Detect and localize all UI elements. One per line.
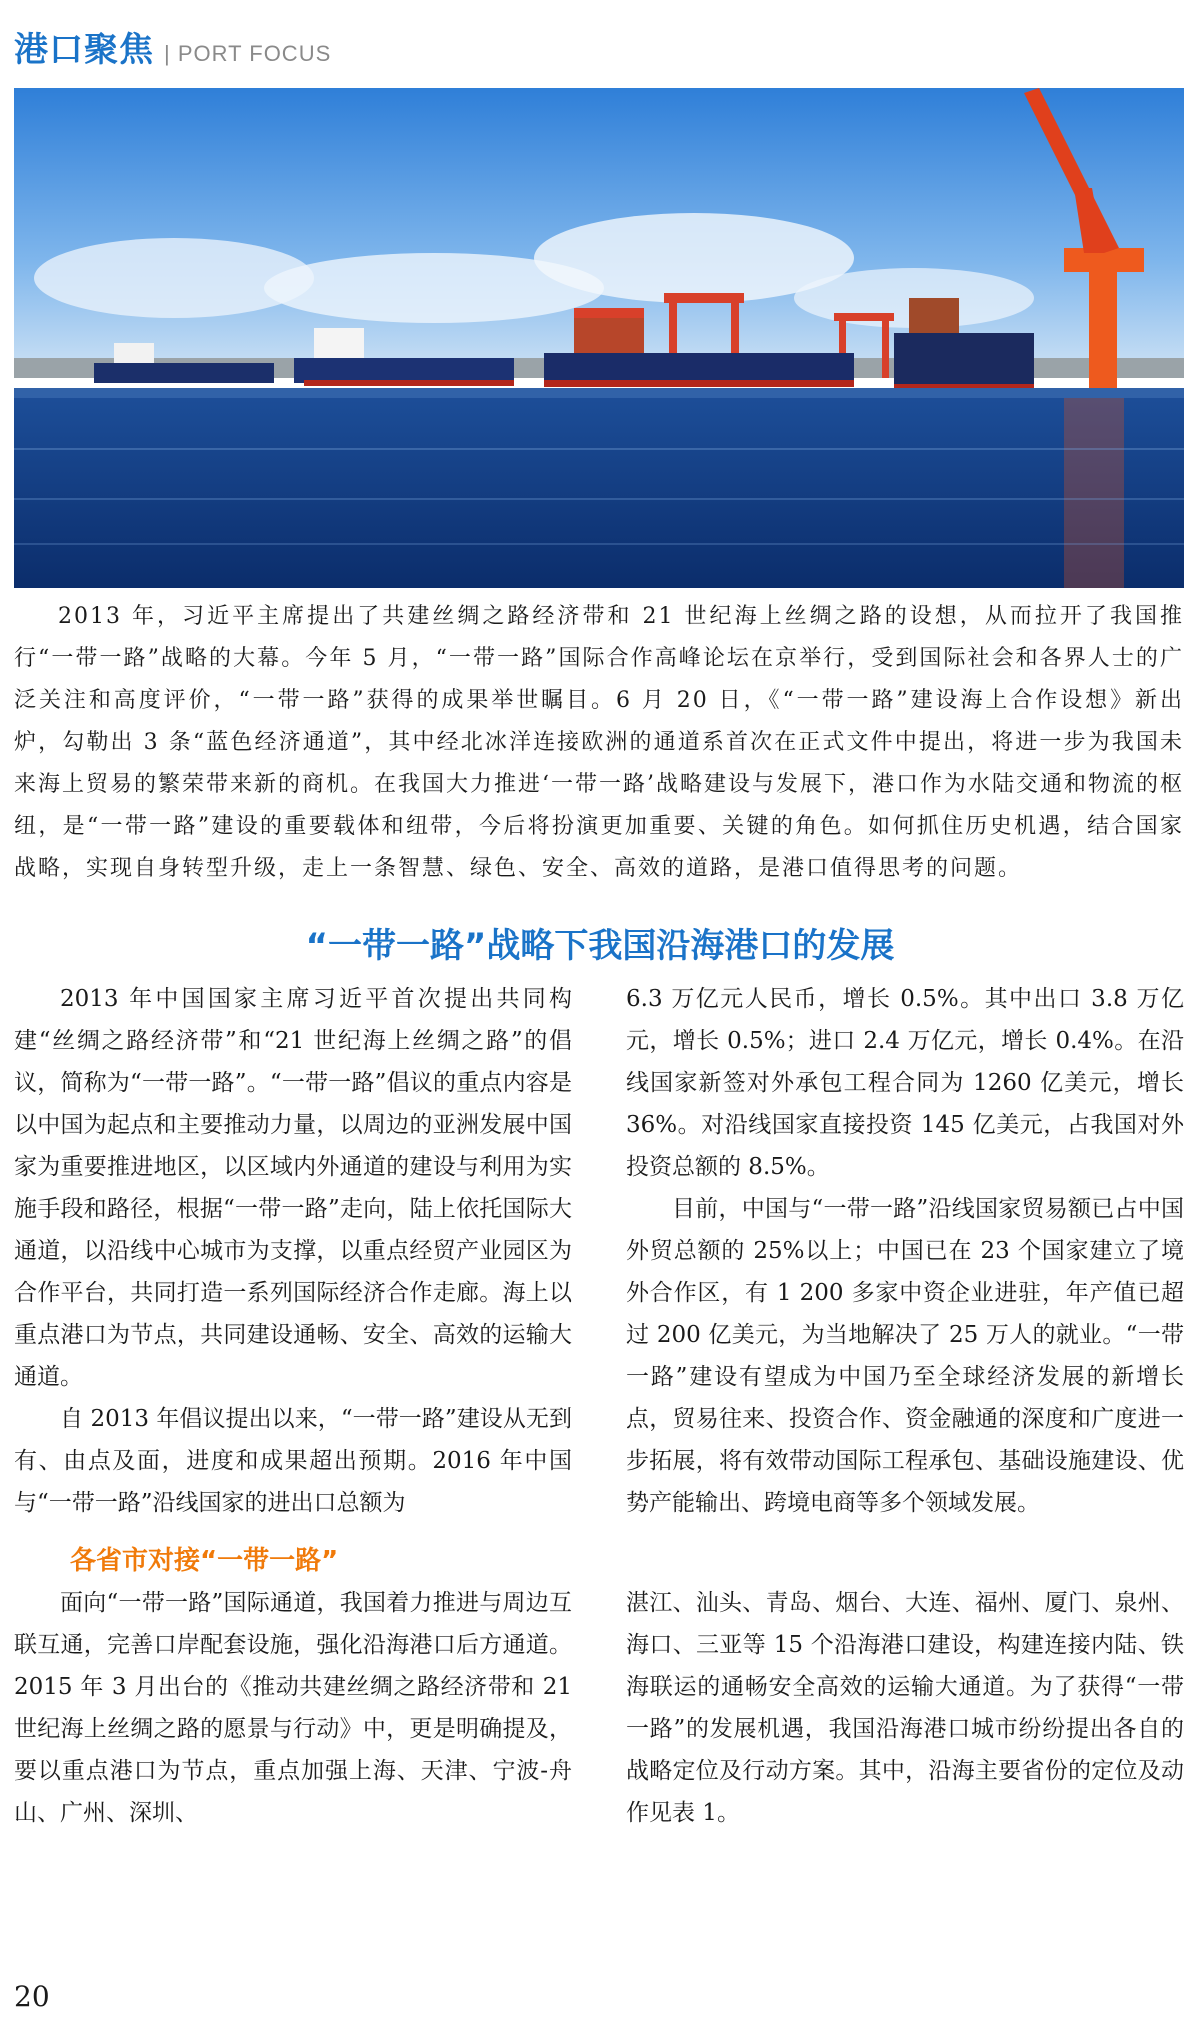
paragraph-current-status: 目前，中国与“一带一路”沿线国家贸易额已占中国外贸总额的 25%以上；中国已在 23 个国家建立了境外合作区，有 1 200 多家中资企业进驻，年产值已超过 200 亿美元，为当地解决了 25 万人的就业。“一带一路”建设有望成为中国乃至全球经济发展的新增长点，贸易往来、投资合作、资金融通的深度和广度进一步拓展，将有效带动国际工程承包、基础设施建设、优势产能输出、跨境电商等多个领域发展。 bbox=[626, 1196, 1184, 1516]
page-header bbox=[14, 22, 332, 70]
article-title: “一带一路”战略下我国沿海港口的发展 bbox=[305, 926, 895, 966]
paragraph-origin: 2013 年中国国家主席习近平首次提出共同构建“丝绸之路经济带”和“21 世纪海上丝绸之路”的倡议，简称为“一带一路”。“一带一路”倡议的重点内容是以中国为起点和主要推动力量，以周边的亚洲发展中国家为重要推进地区，以区域内外通道的建设与利用为实施手段和路径，根据“一带一路”走向，陆上依托国际大通道，以沿线中心城市为支撑，以重点经贸产业园区为合作平台，共同打造一系列国际经济合作走廊。海上以重点港口为节点，共同建设通畅、安全、高效的运输大通道。 bbox=[14, 986, 572, 1390]
right-column-bottom bbox=[626, 1582, 1184, 1834]
paragraph-trade-figures: 6.3 万亿元人民币，增长 0.5%。其中出口 3.8 万亿元，增长 0.5%；进口 2.4 万亿元，增长 0.4%。在沿线国家新签对外承包工程合同为 1260 亿美元，增长 36%。对沿线国家直接投资 145 亿美元，占我国对外投资总额的 8.5%。 bbox=[626, 986, 1184, 1180]
section-title-cn: 港口聚焦 bbox=[14, 30, 154, 70]
intro-paragraph: 2013 年，习近平主席提出了共建丝绸之路经济带和 21 世纪海上丝绸之路的设想，从而拉开了我国推行“一带一路”战略的大幕。今年 5 月，“一带一路”国际合作高峰论坛在京举行，受到国际社会和各界人士的广泛关注和高度评价，“一带一路”获得的成果举世瞩目。6 月 20 日，《“一带一路”建设海上合作设想》新出炉，勾勒出 3 条“蓝色经济通道”，其中经北冰洋连接欧洲的通道系首次在正式文件中提出，将进一步为我国未来海上贸易的繁荣带来新的商机。在我国大力推进‘一带一路’战略建设与发展下，港口作为水陆交通和物流的枢纽，是“一带一路”建设的重要载体和纽带，今后将扮演更加重要、关键的角色。如何抓住历史机遇，结合国家战略，实现自身转型升级，走上一条智慧、绿色、安全、高效的道路，是港口值得思考的问题。 bbox=[14, 604, 1184, 881]
right-column-top bbox=[626, 978, 1184, 1524]
page-number: 20 bbox=[14, 1980, 50, 2013]
paragraph-provinces: 面向“一带一路”国际通道，我国着力推进与周边互联互通，完善口岸配套设施，强化沿海港口后方通道。2015 年 3 月出台的《推动共建丝绸之路经济带和 21 世纪海上丝绸之路的愿景与行动》中，更是明确提及，要以重点港口为节点，重点加强上海、天津、宁波-舟山、广州、深圳、 bbox=[14, 1590, 572, 1826]
left-column-bottom bbox=[14, 1582, 572, 1834]
section-subheading: 各省市对接“一带一路” bbox=[70, 1546, 339, 1576]
left-column-top bbox=[14, 978, 572, 1524]
paragraph-progress: 自 2013 年倡议提出以来，“一带一路”建设从无到有、由点及面，进度和成果超出预期。2016 年中国与“一带一路”沿线国家的进出口总额为 bbox=[14, 1406, 572, 1516]
section-title-en: | PORT FOCUS bbox=[164, 41, 332, 66]
paragraph-ports-list: 湛江、汕头、青岛、烟台、大连、福州、厦门、泉州、海口、三亚等 15 个沿海港口建设，构建连接内陆、铁海联运的通畅安全高效的运输大通道。为了获得“一带一路”的发展机遇，我国沿海港口城市纷纷提出各自的战略定位及行动方案。其中，沿海主要省份的定位及动作见表 1。 bbox=[626, 1590, 1184, 1826]
harbor-photo bbox=[14, 88, 1184, 588]
